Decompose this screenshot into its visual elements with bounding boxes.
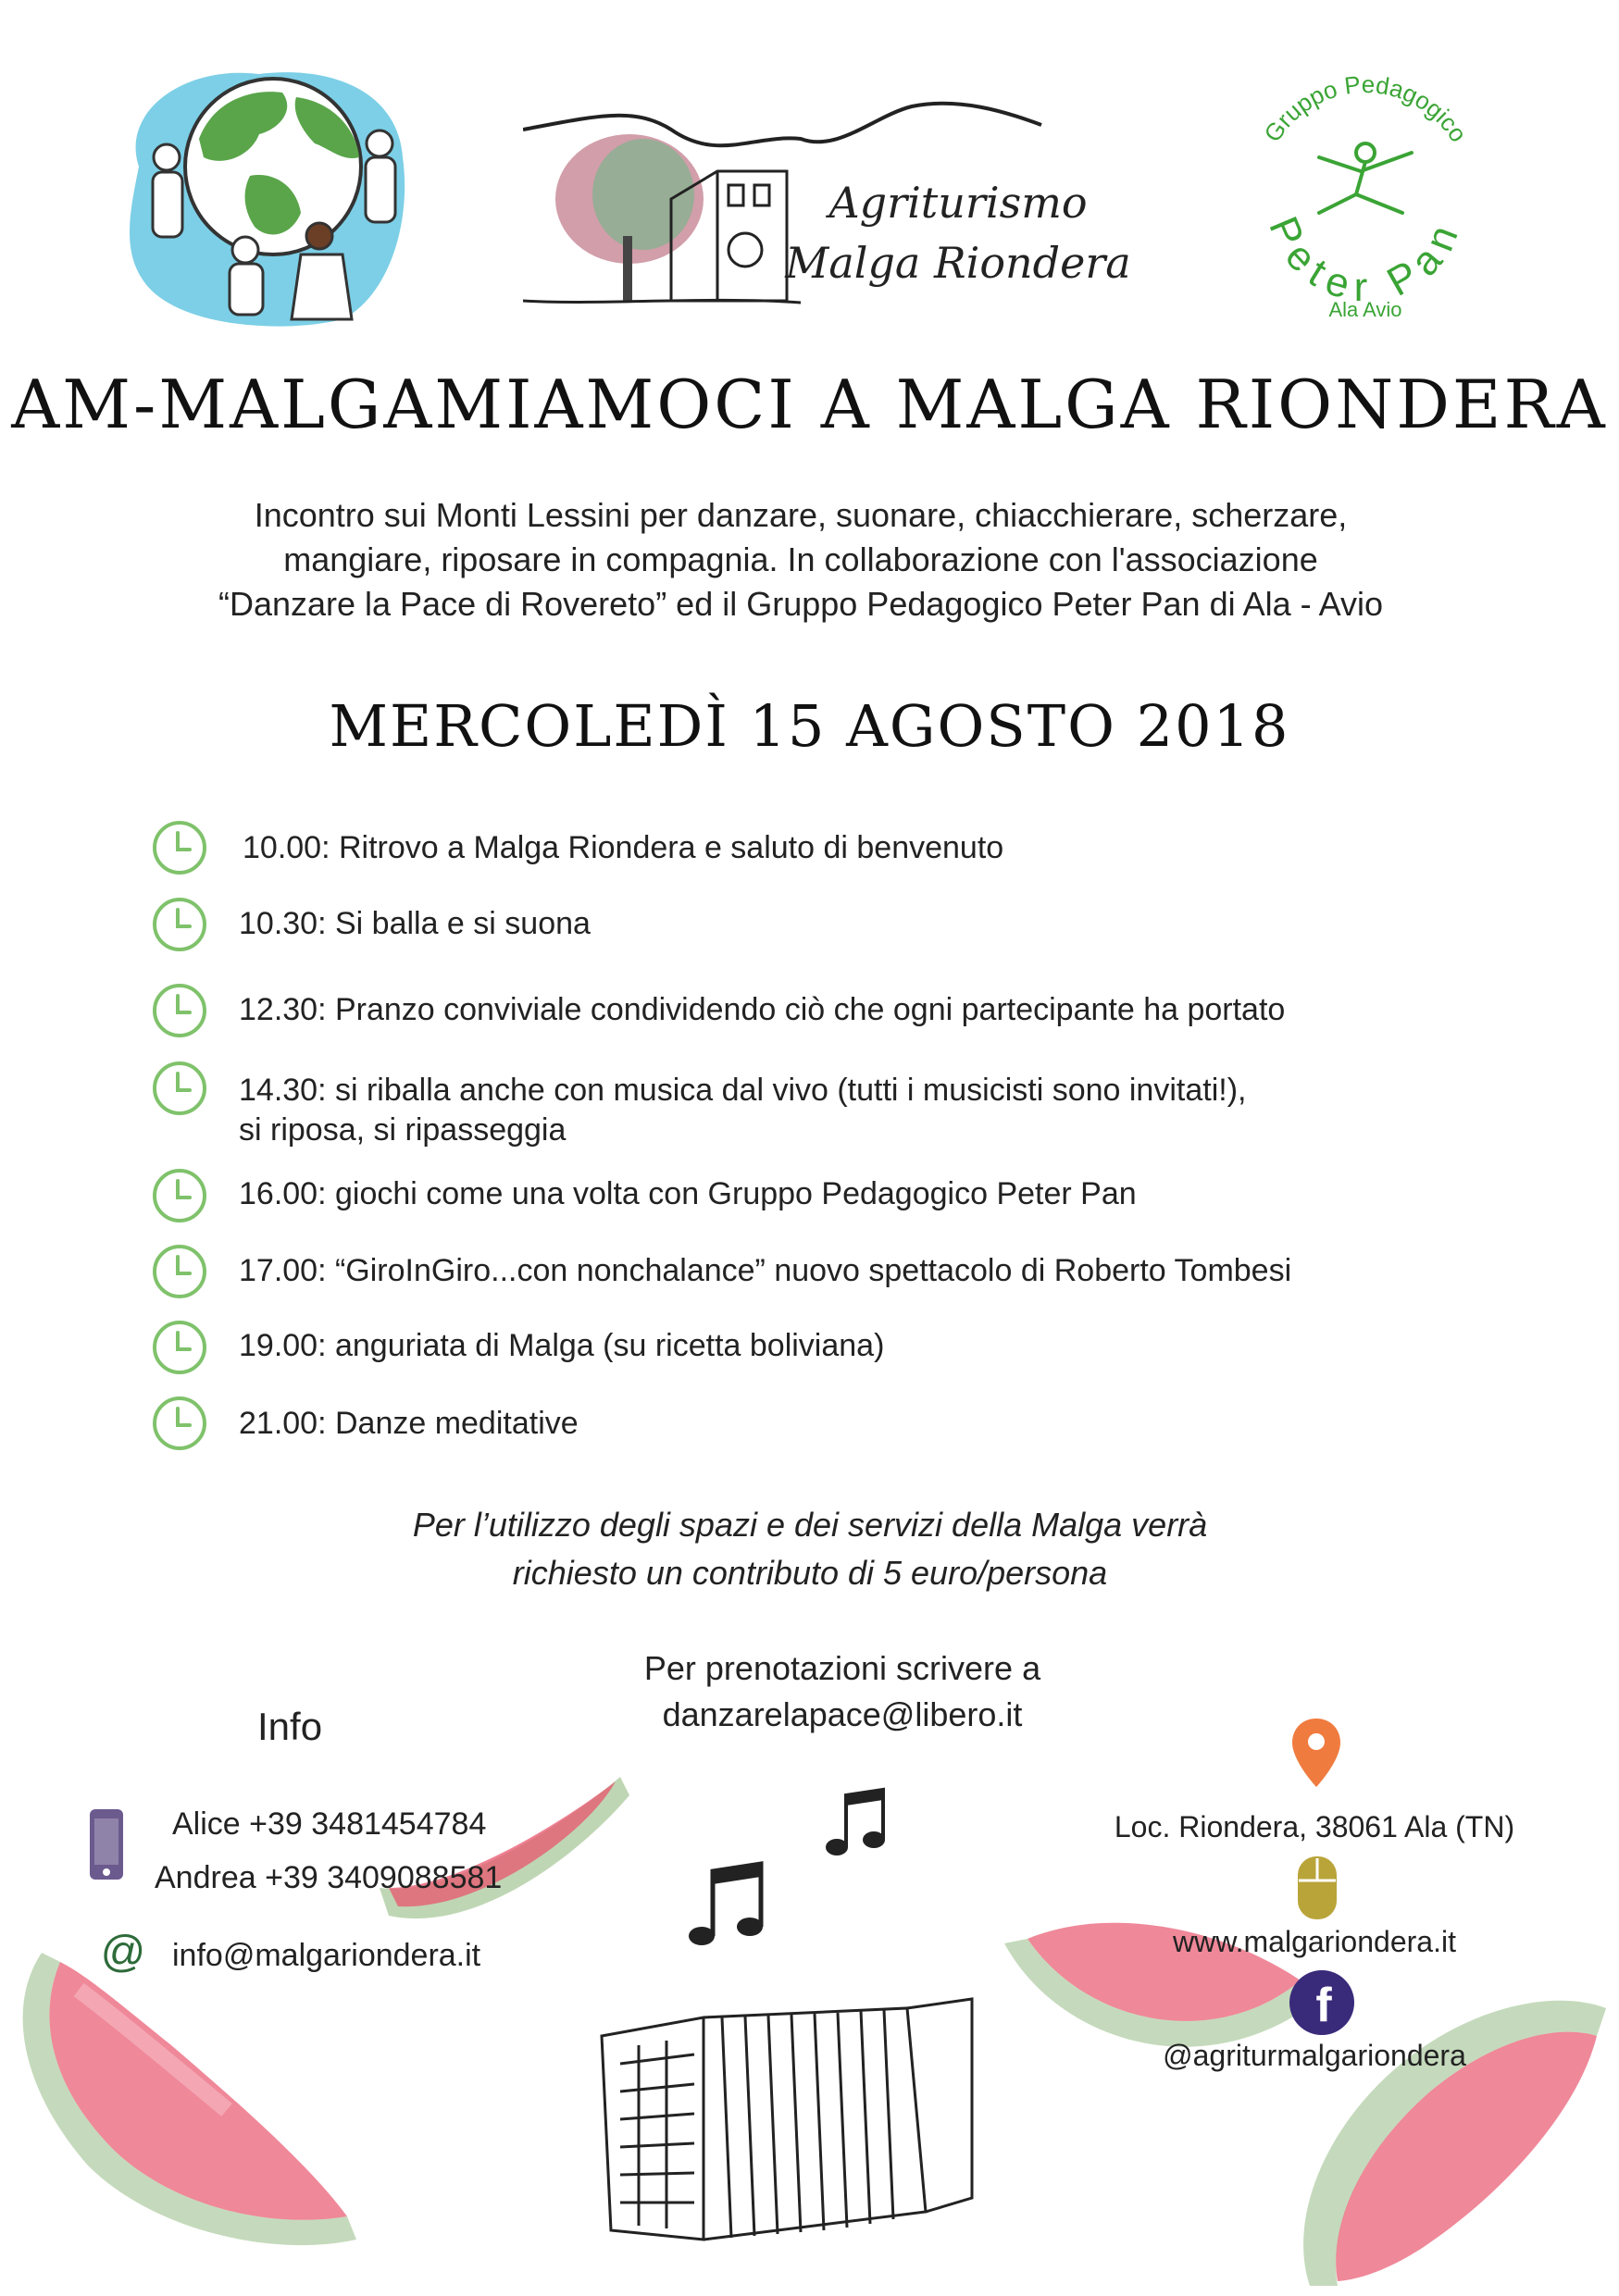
facebook-icon[interactable] (1289, 1969, 1355, 2036)
svg-text:@: @ (100, 1930, 146, 1976)
watermelon-slice-illustration (370, 1758, 639, 1943)
clock-icon (151, 1243, 208, 1300)
booking-line: Per prenotazioni scrivere a (643, 1649, 1041, 1687)
schedule-text: 16.00: giochi come una volta con Gruppo Pedagogico Peter Pan (239, 1176, 1137, 1211)
info-heading: Info (257, 1705, 323, 1748)
location-pin-icon (1290, 1717, 1342, 1789)
intro-line: “Danzare la Pace di Rovereto” ed il Gruppo Pedagogico Peter Pan di Ala - Avio (218, 585, 1384, 623)
contribution-note (278, 1501, 1342, 1597)
note-line: richiesto un contributo di 5 euro/persona (512, 1554, 1108, 1592)
schedule-text: 17.00: “GiroInGiro...con nonchalance” nuovo spettacolo di Roberto Tombesi (239, 1253, 1292, 1288)
schedule-text: 12.30: Pranzo conviviale condividendo ciò che ogni partecipante ha portato (239, 992, 1286, 1027)
logo-sub: Ala Avio (1328, 298, 1402, 321)
phone-alice[interactable]: Alice +39 3481454784 (172, 1806, 487, 1842)
logo-arc-bottom: Peter Pan (1260, 210, 1471, 311)
schedule-text: 21.00: Danze meditative (239, 1406, 579, 1441)
event-date: MERCOLEDÌ 15 AGOSTO 2018 (329, 692, 1290, 760)
note-line: Per l’utilizzo degli spazi e dei servizi della Malga verrà (412, 1506, 1208, 1544)
clock-icon (151, 1319, 208, 1376)
booking-info (463, 1645, 1222, 1738)
booking-email[interactable]: danzarelapace@libero.it (662, 1695, 1023, 1733)
email-link[interactable]: info@malgariondera.it (172, 1938, 481, 1973)
schedule-text-continued: si riposa, si ripasseggia (239, 1112, 567, 1148)
watermelon-slice-illustration (5, 1934, 375, 2267)
clock-icon (151, 1395, 208, 1452)
clock-icon (151, 819, 208, 876)
clock-icon (151, 896, 208, 953)
music-note-icon (685, 1860, 768, 1953)
logo-line-1: Agriturismo (828, 178, 1088, 228)
schedule-text: 19.00: anguriata di Malga (su ricetta boliviana) (239, 1328, 885, 1363)
intro-line: Incontro sui Monti Lessini per danzare, suonare, chiacchierare, scherzare, (254, 496, 1348, 534)
phone-andrea[interactable]: Andrea +39 3409088581 (155, 1860, 503, 1895)
logo-arc-top: Gruppo Pedagogico (1258, 69, 1473, 147)
children-globe-logo (111, 56, 417, 333)
malga-riondera-logo (523, 88, 1152, 338)
peter-pan-logo (1227, 65, 1504, 329)
clock-icon (151, 982, 208, 1039)
website-link[interactable]: www.malgariondera.it (1173, 1925, 1456, 1958)
clock-icon (151, 1167, 208, 1224)
schedule-text: 10.00: Ritrovo a Malga Riondera e saluto di benvenuto (243, 830, 1004, 865)
address: Loc. Riondera, 38061 Ala (TN) (1114, 1810, 1515, 1843)
accordion-illustration (592, 1980, 981, 2258)
intro-paragraph (139, 493, 1463, 627)
facebook-handle[interactable]: @agriturmalgariondera (1163, 2039, 1466, 2072)
svg-text:f: f (1315, 1979, 1332, 2032)
logo-line-2: Malga Riondera (785, 238, 1131, 288)
music-note-icon (824, 1786, 889, 1860)
schedule-text: 14.30: si riballa anche con musica dal vivo (tutti i musicisti sono invitati!), (239, 1073, 1247, 1108)
clock-icon (151, 1060, 208, 1117)
phone-icon (88, 1807, 125, 1881)
schedule-text: 10.30: Si balla e si suona (239, 906, 591, 941)
svg-text:Gruppo Pedagogico (1258, 70, 1472, 147)
at-icon (100, 1930, 146, 1976)
mouse-icon (1296, 1855, 1339, 1921)
event-title: AM-MALGAMIAMOCI A MALGA RIONDERA (11, 366, 1608, 443)
intro-line: mangiare, riposare in compagnia. In collaborazione con l'associazione (283, 540, 1318, 578)
svg-text:Peter Pan (1260, 210, 1470, 310)
